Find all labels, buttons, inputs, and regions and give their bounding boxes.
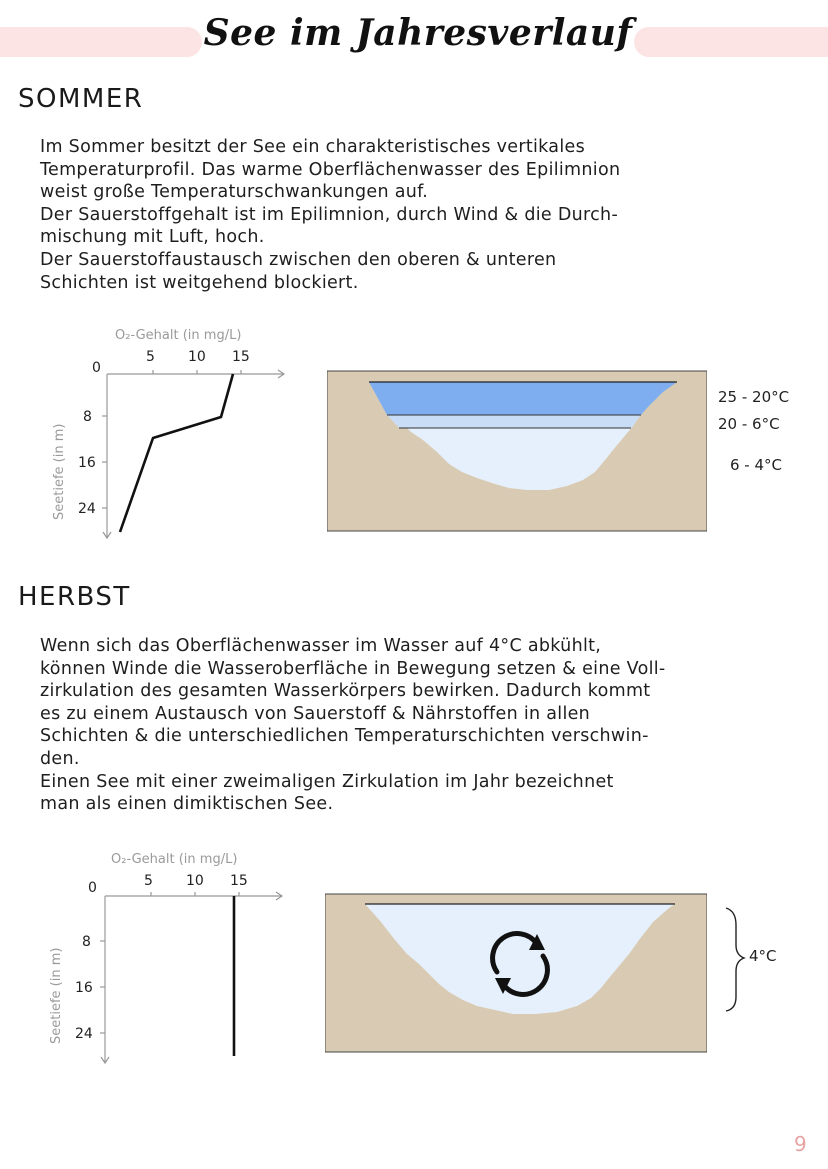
title-accent-bar-right <box>634 27 828 57</box>
text-line: Der Sauerstoffgehalt ist im Epilimnion, durch Wind & die Durch- <box>40 204 619 225</box>
page-title: See im Jahresverlauf <box>203 12 633 54</box>
temperature-label: 25 - 20°C <box>718 388 790 406</box>
y-tick-label: 0 <box>88 880 97 896</box>
oxygen-profile-line <box>120 374 233 532</box>
sommer-paragraph <box>40 136 810 294</box>
y-axis-label: Seetiefe (in m) <box>49 947 64 1044</box>
text-line: mischung mit Luft, hoch. <box>40 227 265 248</box>
sommer-temperature-labels <box>716 384 826 484</box>
text-line: Wenn sich das Oberflächenwasser im Wasser auf 4°C abkühlt, <box>40 636 602 656</box>
y-tick-label: 16 <box>78 455 96 471</box>
y-tick-label: 0 <box>92 360 101 376</box>
text-line: Einen See mit einer zweimaligen Zirkulation im Jahr bezeichnet <box>40 771 614 792</box>
x-tick-label: 10 <box>186 873 204 889</box>
x-tick-label: 5 <box>144 873 153 889</box>
epilimnion-layer <box>369 382 677 415</box>
x-axis-label: O₂-Gehalt (in mg/L) <box>115 328 242 343</box>
chart-axes <box>102 370 284 538</box>
text-line: Im Sommer besitzt der See ein charakteristisches vertikales <box>40 137 585 157</box>
text-line: Temperaturprofil. Das warme Oberflächenwasser des Epilimnion <box>40 159 621 180</box>
chart-axes <box>100 892 282 1063</box>
herbst-paragraph <box>40 635 810 816</box>
sommer-oxygen-chart <box>40 320 300 545</box>
curly-brace <box>726 908 744 1011</box>
y-axis-label: Seetiefe (in m) <box>52 423 67 520</box>
sommer-lake-diagram <box>327 368 707 533</box>
herbst-lake-diagram <box>325 892 707 1057</box>
page-number: 9 <box>794 1132 807 1156</box>
y-tick-label: 24 <box>75 1026 93 1042</box>
y-tick-label: 8 <box>83 409 92 425</box>
section-heading-sommer: SOMMER <box>18 84 144 114</box>
text-line: es zu einem Austausch von Sauerstoff & Nährstoffen in allen <box>40 703 591 724</box>
text-line: Schichten ist weitgehend blockiert. <box>40 272 359 293</box>
x-tick-label: 5 <box>146 349 155 365</box>
text-line: zirkulation des gesamten Wasserkörpers bewirken. Dadurch kommt <box>40 681 651 702</box>
x-tick-label: 15 <box>232 349 250 365</box>
text-line: Der Sauerstoffaustausch zwischen den oberen & unteren <box>40 249 557 270</box>
title-accent-bar-left <box>0 27 202 57</box>
herbst-oxygen-chart <box>38 846 298 1071</box>
thermocline-layer <box>387 415 641 428</box>
text-line: Schichten & die unterschiedlichen Temperaturschichten verschwin- <box>40 726 649 747</box>
y-tick-label: 16 <box>75 980 93 996</box>
y-tick-label: 8 <box>82 934 91 950</box>
x-tick-label: 10 <box>188 349 206 365</box>
section-heading-herbst: HERBST <box>18 582 131 612</box>
temperature-label: 20 - 6°C <box>718 415 780 433</box>
temperature-label: 6 - 4°C <box>730 456 783 474</box>
x-tick-label: 15 <box>230 873 248 889</box>
text-line: können Winde die Wasseroberfläche in Bewegung setzen & eine Voll- <box>40 658 666 679</box>
text-line: weist große Temperaturschwankungen auf. <box>40 182 429 203</box>
x-axis-label: O₂-Gehalt (in mg/L) <box>111 852 238 867</box>
temperature-label: 4°C <box>749 947 777 965</box>
text-line: den. <box>40 748 80 769</box>
y-tick-label: 24 <box>78 501 96 517</box>
text-line: man als einen dimiktischen See. <box>40 794 334 815</box>
